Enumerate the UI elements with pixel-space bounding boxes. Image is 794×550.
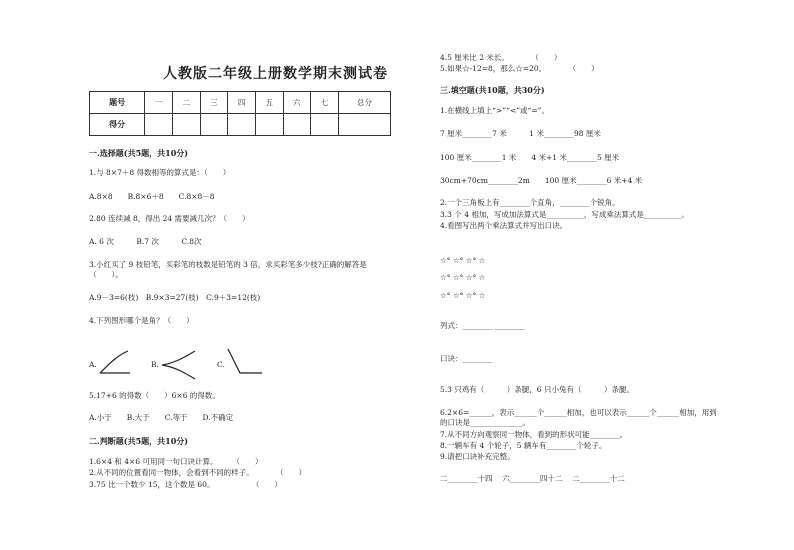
- question-text: 1.6×4 和 4×6 可用同一句口诀计算。 （ ）: [89, 457, 263, 466]
- figure-label-c: C.: [217, 360, 225, 369]
- question-text: 1.在横线上填上“>”“<”或“=”。: [440, 106, 550, 115]
- figure-label-b: B.: [151, 360, 159, 369]
- fill-row: 100 厘米________1 米 4 米+1 米________5 厘米: [440, 153, 620, 162]
- score-header-cell: 三: [200, 92, 228, 114]
- question-text: 9.请把口诀补充完整。: [440, 452, 515, 461]
- figure-label-a: A.: [89, 360, 97, 369]
- question-text: 4.看图写出两个乘法算式并写出口诀。: [440, 221, 568, 230]
- question-text: 3.小红买了 9 枝铅笔，买彩笔的枝数是铅笔的 3 倍，求买彩笔多少枝?正确的解答是: [89, 260, 367, 269]
- question-options: A.9－3=6(枝) B.9×3=27(枝) C.9＋3=12(枝): [89, 293, 261, 302]
- question-text: 8.一辆车有 4 个轮子，5 辆车有________个轮子。: [440, 441, 607, 450]
- rhyme-fill-row: 二________十四 六________四十二 二________十二: [440, 474, 625, 483]
- section-choice-heading: 一.选择题(共5题，共10分): [89, 148, 189, 158]
- score-header-cell: 六: [283, 92, 311, 114]
- star-row: ☆° ☆° ☆° ☆: [440, 273, 486, 282]
- angle-figures: [80, 345, 280, 385]
- score-header-cell: 四: [228, 92, 256, 114]
- score-cell[interactable]: [228, 114, 256, 136]
- score-header-row: [90, 92, 391, 114]
- score-cell[interactable]: [145, 114, 173, 136]
- figure-c-open: [228, 349, 262, 373]
- score-header-cell: 五: [255, 92, 283, 114]
- question-options: A.小于 B.大于 C.等于 D.不确定: [89, 413, 234, 422]
- score-header-cell: 一: [145, 92, 173, 114]
- question-text: 3.3 个 4 相加，写成加法算式是__________，写成乘法算式是__________。: [440, 210, 689, 219]
- exam-title: 人教版二年级上册数学期末测试卷: [163, 66, 388, 82]
- question-text: 6.2×6=______，表示______个______相加，也可以表示______个______相加，用到: [440, 408, 717, 417]
- star-row: ☆° ☆° ☆° ☆: [440, 256, 486, 265]
- question-text: 5.17+6 的得数（ ）6×6 的得数。: [89, 391, 220, 400]
- question-options: A. 6 次 B.7 次 C.8次: [89, 237, 202, 246]
- question-text: 1.与 8×7＋8 得数相等的算式是：（ ）: [89, 168, 231, 177]
- score-cell[interactable]: [338, 114, 390, 136]
- score-cell[interactable]: [200, 114, 228, 136]
- section-fill-heading: 三.填空题(共10题，共30分): [440, 85, 545, 95]
- score-cell[interactable]: [172, 114, 200, 136]
- formula-line: 列式：________ ________: [440, 321, 525, 330]
- question-text: 的口诀是______________。: [440, 418, 530, 427]
- figure-a-curve: [100, 351, 130, 373]
- score-cell[interactable]: [311, 114, 339, 136]
- score-cell[interactable]: [283, 114, 311, 136]
- score-header-cell: 题号: [90, 92, 145, 114]
- question-text: 2.从不同的位置看同一物体，会看到不同的样子。 （ ）: [89, 468, 307, 477]
- score-header-cell: 总分: [338, 92, 390, 114]
- question-text: 5.3 只鸡有（ ）条腿，6 只小兔有（ ）条腿。: [440, 385, 634, 394]
- fill-row: 30cm+70cm________2m 100 厘米________6 米+4 米: [440, 176, 643, 185]
- section-judge-heading: 二.判断题(共5题，共10分): [89, 436, 189, 446]
- figure-b-angle: [162, 351, 195, 379]
- score-header-cell: 二: [172, 92, 200, 114]
- score-header-cell: 七: [311, 92, 339, 114]
- score-table: [89, 91, 391, 136]
- question-text: 2.80 连续减 8，得出 24 需要减几次？（ ）: [89, 214, 250, 223]
- star-row: ☆° ☆° ☆° ☆: [440, 291, 486, 300]
- question-text: 5.如果☆-12=8，那么☆=20。 （ ）: [440, 64, 599, 73]
- question-options: A.8×8 B.8×6＋8 C.8×8－8: [89, 192, 215, 201]
- question-text: 2.一个三角板上有________个直角，________个锐角。: [440, 198, 620, 207]
- question-text: 3.75 比一个数少 15，这个数是 60。 （ ）: [89, 480, 282, 489]
- question-text: 4.下列图形哪个是角？（ ）: [89, 316, 194, 325]
- question-text: 4.5 厘米比 2 米长。 （ ）: [440, 53, 562, 62]
- question-text: 7.从不同方向观察同一物体，看到的形状可能________。: [440, 430, 628, 439]
- score-value-row: [90, 114, 391, 136]
- question-text: （ ）。: [89, 270, 123, 279]
- score-row-label: 得分: [90, 114, 145, 136]
- score-cell[interactable]: [255, 114, 283, 136]
- rhyme-line: 口诀：________: [440, 354, 493, 363]
- fill-row: 7 厘米________7 米 1 米________98 厘米: [440, 129, 601, 138]
